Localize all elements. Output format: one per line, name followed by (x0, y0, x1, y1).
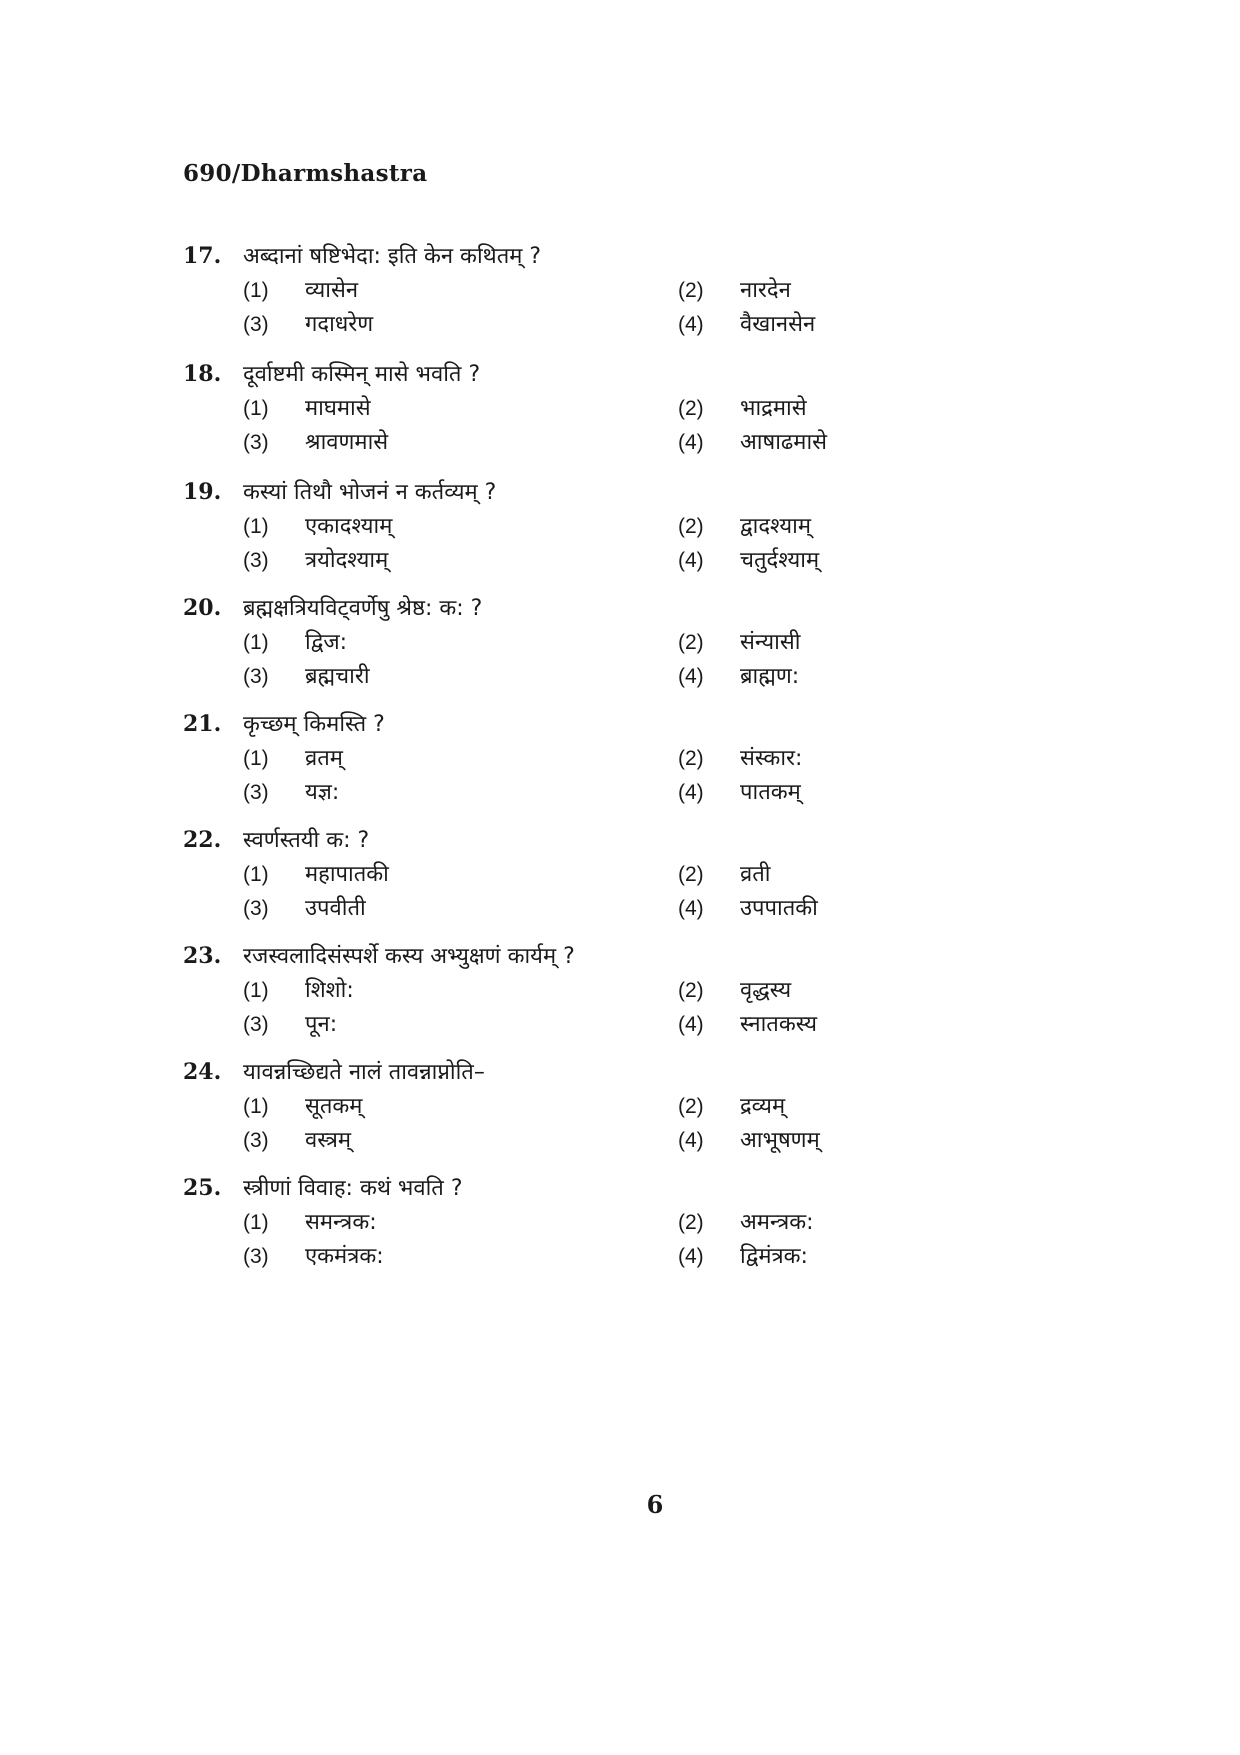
option-number: (1) (243, 279, 269, 302)
option-text: माघमासे (305, 396, 371, 421)
option-2 (678, 626, 800, 656)
option-number: (1) (243, 1211, 269, 1234)
option-4 (678, 660, 799, 690)
question-20 (183, 592, 883, 694)
question-number: 18. (183, 361, 222, 387)
option-text: वैखानसेन (740, 312, 816, 337)
option-number: (4) (678, 313, 704, 336)
question-22 (183, 824, 883, 926)
option-number: (1) (243, 1095, 269, 1118)
question-number: 17. (183, 243, 222, 269)
option-number: (3) (243, 313, 269, 336)
option-number: (2) (678, 1095, 704, 1118)
question-text: कस्यां तिथौ भोजनं न कर्तव्यम् ? (243, 480, 497, 505)
option-text: द्रव्यम् (740, 1094, 786, 1119)
question-text: दूर्वाष्टमी कस्मिन् मासे भवति ? (243, 362, 481, 387)
option-3 (243, 776, 678, 806)
option-number: (2) (678, 747, 704, 770)
option-2 (678, 274, 791, 304)
question-17 (183, 240, 883, 342)
question-line (183, 240, 883, 274)
option-number: (1) (243, 631, 269, 654)
question-text: रजस्वलादिसंस्पर्शे कस्य अभ्युक्षणं कार्यम् ? (243, 944, 575, 969)
option-text: व्रतम् (305, 746, 343, 771)
option-text: आषाढमासे (740, 430, 828, 455)
option-number: (4) (678, 665, 704, 688)
option-4 (678, 1124, 820, 1154)
option-3 (243, 308, 678, 338)
option-text: पातकम् (740, 780, 801, 805)
option-2 (678, 974, 791, 1004)
option-text: द्विमंत्रक: (740, 1244, 808, 1269)
option-text: गदाधरेण (305, 312, 374, 337)
option-number: (3) (243, 1245, 269, 1268)
option-number: (3) (243, 781, 269, 804)
option-row (183, 1206, 883, 1240)
option-4 (678, 1008, 817, 1038)
option-1 (243, 1090, 678, 1120)
question-line (183, 358, 883, 392)
question-line (183, 476, 883, 510)
option-3 (243, 426, 678, 456)
question-number: 25. (183, 1175, 222, 1201)
question-text: ब्रह्मक्षत्रियविट्वर्णेषु श्रेष्ठ: क: ? (243, 596, 483, 621)
question-line (183, 592, 883, 626)
option-1 (243, 858, 678, 888)
option-4 (678, 544, 819, 574)
option-number: (3) (243, 549, 269, 572)
question-line (183, 1056, 883, 1090)
option-number: (1) (243, 979, 269, 1002)
option-3 (243, 544, 678, 574)
option-text: द्वादश्याम् (740, 514, 811, 539)
option-number: (1) (243, 397, 269, 420)
question-text: स्वर्णस्तयी क: ? (243, 828, 370, 853)
question-line (183, 824, 883, 858)
option-text: चतुर्दश्याम् (740, 548, 820, 573)
question-line (183, 1172, 883, 1206)
option-text: एकमंत्रक: (305, 1244, 384, 1269)
option-text: द्विज: (305, 630, 348, 655)
option-number: (4) (678, 781, 704, 804)
page-number: 6 (646, 1490, 664, 1519)
option-4 (678, 308, 815, 338)
option-1 (243, 974, 678, 1004)
option-number: (1) (243, 747, 269, 770)
option-number: (4) (678, 897, 704, 920)
option-1 (243, 392, 678, 422)
question-19 (183, 476, 883, 578)
option-text: सूतकम् (305, 1094, 363, 1119)
option-4 (678, 426, 827, 456)
option-4 (678, 776, 801, 806)
option-number: (2) (678, 979, 704, 1002)
option-number: (2) (678, 279, 704, 302)
option-text: स्नातकस्य (740, 1012, 818, 1037)
option-row (183, 274, 883, 308)
option-row (183, 858, 883, 892)
question-number: 22. (183, 827, 222, 853)
option-2 (678, 742, 802, 772)
option-text: व्यासेन (305, 278, 359, 303)
option-row (183, 1240, 883, 1274)
question-line (183, 940, 883, 974)
option-number: (4) (678, 1129, 704, 1152)
option-4 (678, 892, 818, 922)
option-number: (3) (243, 1013, 269, 1036)
question-24 (183, 1056, 883, 1158)
option-row (183, 426, 883, 460)
option-text: संस्कार: (740, 746, 803, 771)
option-4 (678, 1240, 808, 1270)
option-text: नारदेन (740, 278, 791, 303)
option-2 (678, 392, 807, 422)
question-line (183, 708, 883, 742)
document-header: 690/Dharmshastra (183, 160, 428, 187)
option-text: श्रावणमासे (305, 430, 389, 455)
option-text: संन्यासी (740, 630, 801, 655)
option-number: (2) (678, 397, 704, 420)
option-text: व्रती (740, 862, 771, 887)
option-3 (243, 892, 678, 922)
option-3 (243, 1240, 678, 1270)
option-row (183, 776, 883, 810)
option-text: ब्राह्मण: (740, 664, 800, 689)
question-number: 21. (183, 711, 222, 737)
option-3 (243, 1124, 678, 1154)
option-number: (4) (678, 431, 704, 454)
question-number: 19. (183, 479, 222, 505)
option-row (183, 308, 883, 342)
option-number: (4) (678, 1013, 704, 1036)
option-text: आभूषणम् (740, 1128, 820, 1153)
question-number: 24. (183, 1059, 222, 1085)
option-text: वृद्धस्य (740, 978, 792, 1003)
option-1 (243, 626, 678, 656)
option-number: (3) (243, 431, 269, 454)
option-2 (678, 1206, 814, 1236)
option-2 (678, 1090, 785, 1120)
option-row (183, 974, 883, 1008)
question-18 (183, 358, 883, 460)
option-number: (2) (678, 1211, 704, 1234)
question-21 (183, 708, 883, 810)
option-text: उपपातकी (740, 896, 818, 921)
option-1 (243, 274, 678, 304)
option-1 (243, 742, 678, 772)
option-2 (678, 858, 770, 888)
option-number: (2) (678, 863, 704, 886)
option-text: उपवीती (305, 896, 366, 921)
option-number: (3) (243, 897, 269, 920)
option-text: यज्ञ: (305, 780, 340, 805)
option-1 (243, 510, 678, 540)
question-text: कृच्छम् किमस्ति ? (243, 712, 385, 737)
option-3 (243, 660, 678, 690)
option-number: (4) (678, 1245, 704, 1268)
option-row (183, 544, 883, 578)
option-row (183, 660, 883, 694)
option-2 (678, 510, 811, 540)
option-text: भाद्रमासे (740, 396, 807, 421)
option-text: शिशो: (305, 978, 354, 1003)
question-text: यावन्नच्छिद्यते नालं तावन्नाप्नोति– (243, 1060, 485, 1085)
question-23 (183, 940, 883, 1042)
question-text: स्त्रीणां विवाह: कथं भवति ? (243, 1176, 463, 1201)
option-row (183, 510, 883, 544)
question-text: अब्दानां षष्टिभेदा: इति केन कथितम् ? (243, 244, 542, 269)
option-number: (1) (243, 515, 269, 538)
option-number: (3) (243, 665, 269, 688)
option-number: (2) (678, 515, 704, 538)
option-row (183, 392, 883, 426)
option-row (183, 892, 883, 926)
option-row (183, 1124, 883, 1158)
option-row (183, 626, 883, 660)
option-text: एकादश्याम् (305, 514, 393, 539)
option-number: (3) (243, 1129, 269, 1152)
option-text: अमन्त्रक: (740, 1210, 814, 1235)
option-text: त्रयोदश्याम् (305, 548, 389, 573)
option-text: पून: (305, 1012, 338, 1037)
option-row (183, 742, 883, 776)
question-number: 20. (183, 595, 222, 621)
option-text: समन्त्रक: (305, 1210, 377, 1235)
option-number: (4) (678, 549, 704, 572)
option-3 (243, 1008, 678, 1038)
option-text: महापातकी (305, 862, 389, 887)
option-row (183, 1090, 883, 1124)
option-text: ब्रह्मचारी (305, 664, 370, 689)
question-number: 23. (183, 943, 222, 969)
option-number: (2) (678, 631, 704, 654)
option-text: वस्त्रम् (305, 1128, 352, 1153)
option-1 (243, 1206, 678, 1236)
question-25 (183, 1172, 883, 1274)
option-row (183, 1008, 883, 1042)
option-number: (1) (243, 863, 269, 886)
